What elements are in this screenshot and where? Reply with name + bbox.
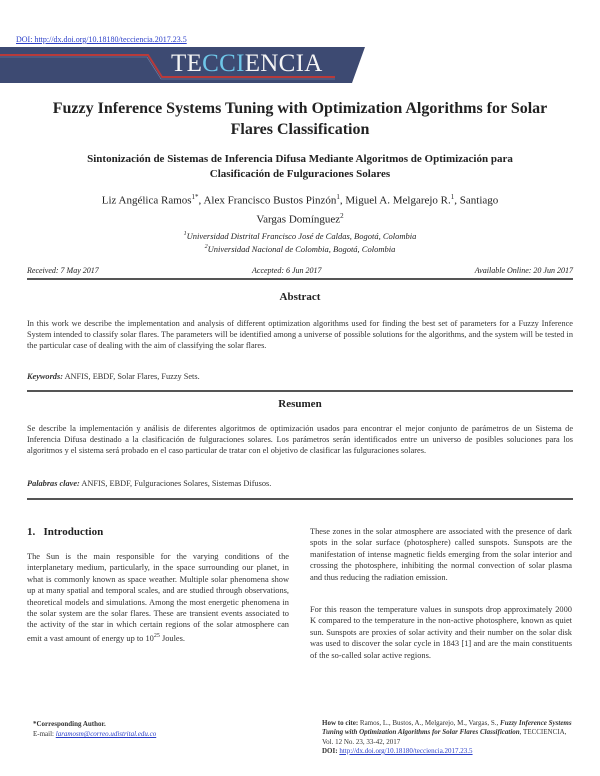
online-date: Available Online: 20 Jun 2017 [474, 266, 573, 275]
affiliation-2: $^2$Universidad Nacional de Colombia, Bogotá, Colombia [204, 243, 396, 254]
affiliations [0, 229, 600, 255]
keywords: Keywords: ANFIS, EBDF, Solar Flares, Fuzzy Sets. [27, 372, 200, 381]
doi-link[interactable]: DOI: http://dx.doi.org/10.18180/tecciencia.2017.23.5 [16, 35, 187, 44]
journal-banner [0, 47, 365, 83]
affiliation-1: $^1$Universidad Distrital Francisco José de Caldas, Bogotá, Colombia [183, 230, 417, 241]
divider [27, 390, 573, 392]
accepted-date: Accepted: 6 Jun 2017 [252, 266, 322, 275]
divider [27, 498, 573, 500]
abstract-heading: Abstract [279, 291, 321, 303]
introduction-right-paragraph-1: These zones in the solar atmosphere are associated with the presence of dark spots in the solar surface (photosphere) called sunspots. Sunspots are the manifestation of intense magnetic fields emerging from the solar interior and crossing the photosphere, inhibiting the normal convection of solar plasma and thus reducing the radiation emission. [310, 527, 572, 582]
palabras-clave: Palabras clave: ANFIS, EBDF, Fulguraciones Solares, Sistemas Difusos. [27, 479, 272, 488]
resumen-heading: Resumen [278, 398, 322, 410]
abstract-text: In this work we describe the implementation and analysis of different optimization algorithms used for finding the best set of parameters for a Fuzzy Inference System intended to classify solar flares. The parameters will be identified among a universe of possible solutions for the algorithms, and the system will be tested in the particular case of dealing with the aim of classifying the solar flares. [27, 319, 573, 350]
cite-doi-link[interactable]: http://dx.doi.org/10.18180/tecciencia.2017.23.5 [339, 746, 473, 755]
publication-dates [27, 266, 573, 275]
how-to-cite: How to cite: Ramos, L., Bustos, A., Melgarejo, M., Vargas, S., Fuzzy Inference Systems Tuning with Optimization Algorithms for Solar Flares Classification, TECCIENCIA, Vol. 12 No. 23, 33-42, 2017 DOI: http://dx.doi.org/10.18180/tecciencia.2017.23.5 [322, 719, 572, 755]
email-link[interactable]: laramosm@correo.udistrital.edu.co [55, 730, 157, 738]
introduction-heading: 1. Introduction [27, 526, 104, 538]
paper-title: Fuzzy Inference Systems Tuning with Optimization Algorithms for Solar Flares Classification [52, 100, 548, 138]
journal-logo: TECCIENCIA [171, 50, 323, 77]
received-date: Received: 7 May 2017 [27, 266, 99, 275]
resumen-text: Se describe la implementación y análisis de diferentes algoritmos de optimización usados para encontrar el mejor conjunto de parámetros de un Sistema de Inferencia Difusa destinado a la clasificación de fulguraciones solares. Los parámetros serán identificados entre un universo de posibles soluciones para los algoritmos y el sistema será probado en el caso particular de tratar con el objetivo de clasificar las fulguraciones solares. [27, 424, 573, 455]
corresponding-author: *Corresponding Author. E-mail: laramosm@correo.udistrital.edu.co [33, 720, 157, 738]
introduction-left-column: The Sun is the main responsible for the varying conditions of the interplanetary medium, particularly, in the space surrounding our planet, in what is commonly known as space weather. Multiple solar phenomena show up at many spatial and temporal scales, and are studied through observations, theoretical models and simulations. Among the most energetic phenomena in the solar system are the solar flares. These are transient events associated to the activity of the star in which certain regions of the solar atmosphere can emit a vast amount of energy up to $10^{25}$ Joules. [27, 552, 289, 643]
divider [27, 278, 573, 280]
paper-subtitle: Sintonización de Sistemas de Inferencia Difusa Mediante Algoritmos de Optimización para Clasificación de Fulguraciones Solares [87, 153, 513, 180]
introduction-right-paragraph-2: For this reason the temperature values in sunspots drop approximately 2000 K compared to the temperature in the non-active photosphere, known as quiet sun. Sunspots are proxies of solar activity and their number on the solar disk was used to discover the solar cycle in 1843 [1] and are the main constituents of the so-called solar active regions. [310, 605, 572, 660]
author-list: Liz Angélica Ramos$^{1*}$, Alex Francisco Bustos Pinzón$^1$, Miguel A. Melgarejo R.$^1$, Santiago Vargas Domínguez$^2$ [101, 193, 499, 226]
